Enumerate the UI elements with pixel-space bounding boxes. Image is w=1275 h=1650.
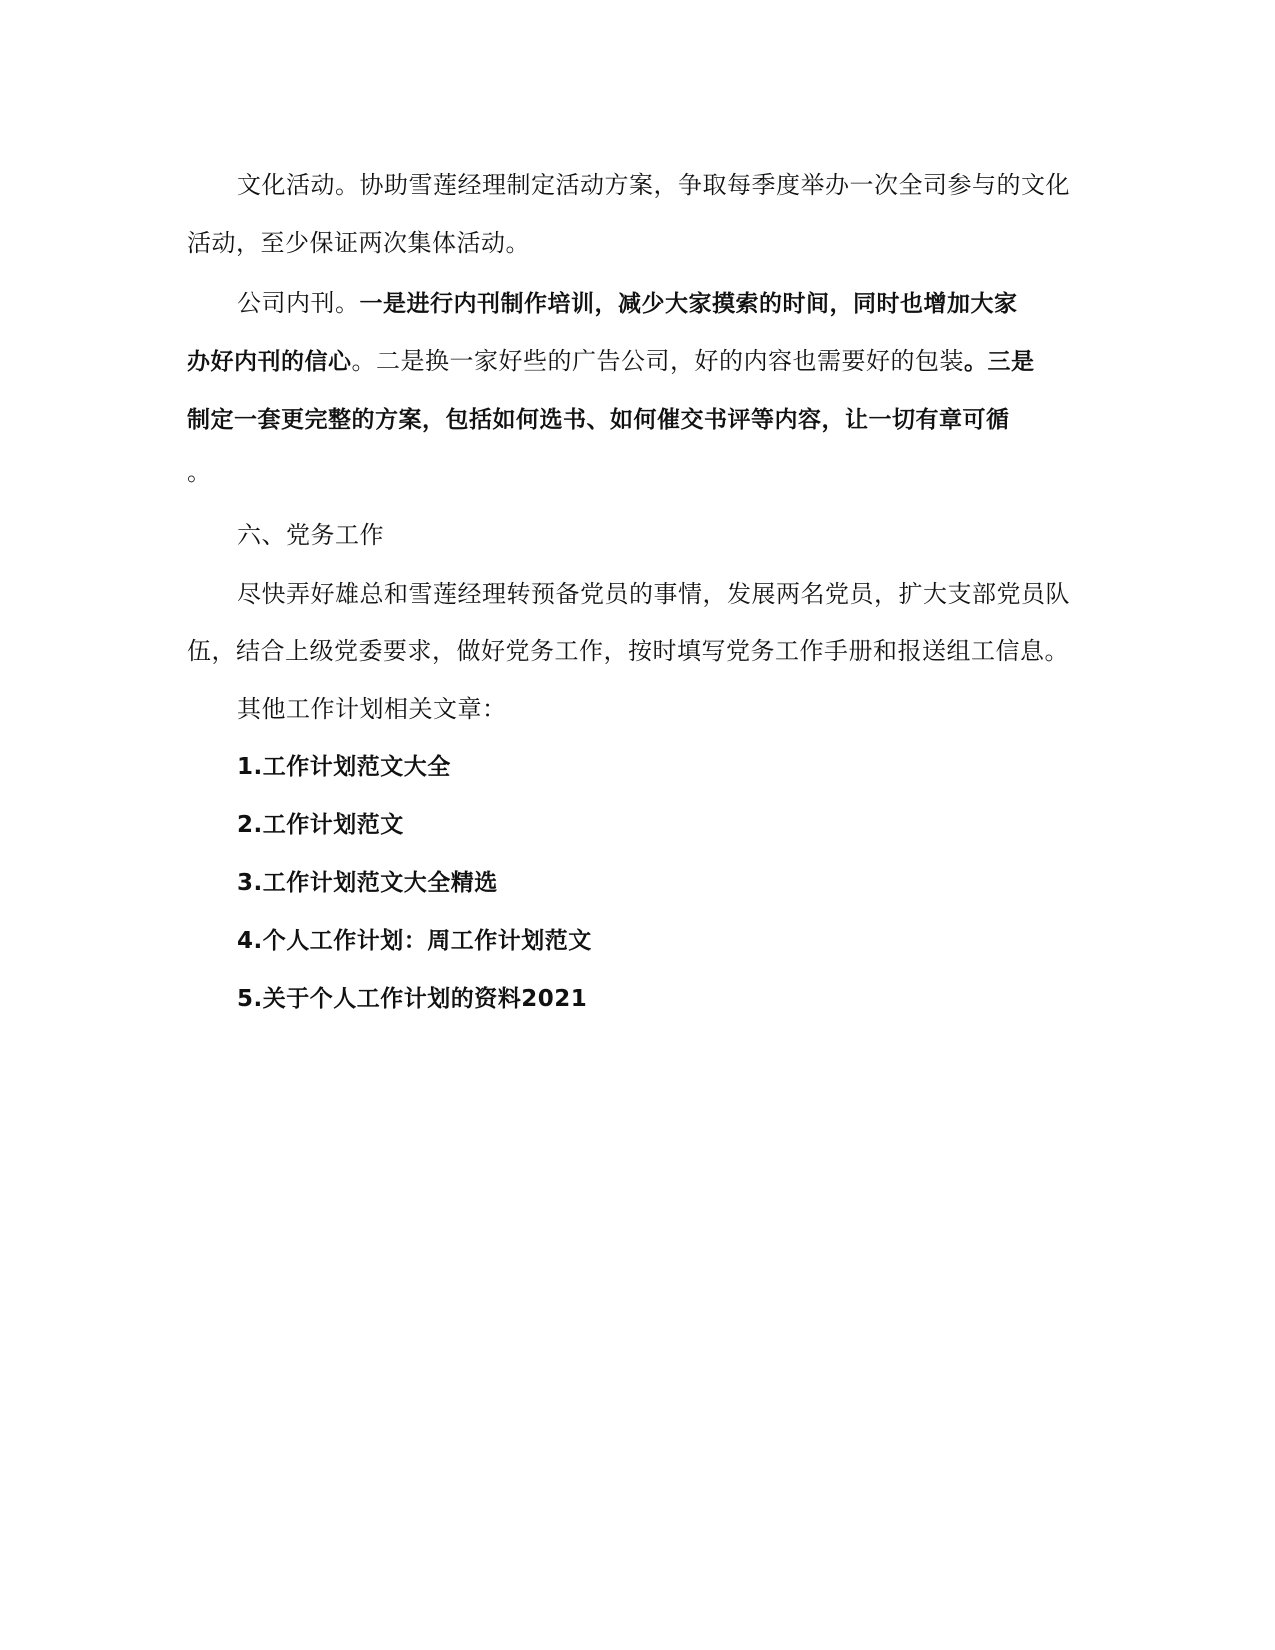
journal-plain-text: 。二是换一家好些的广告公司，好的内容也需要好的包装: [351, 347, 964, 375]
party-paragraph-line-1: 尽快弄好雄总和雪莲经理转预备党员的事情，发展两名党员，扩大支部党员队: [237, 580, 1070, 608]
related-article-link[interactable]: 3.工作计划范文大全精选: [237, 870, 498, 896]
journal-bold-text: 办好内刊的信心: [187, 349, 352, 375]
journal-lead: 公司内刊。: [237, 289, 360, 317]
journal-paragraph-line-1: [237, 289, 1018, 318]
related-article-link[interactable]: 5.关于个人工作计划的资料2021: [237, 986, 588, 1012]
journal-paragraph-line-2: [187, 347, 1035, 376]
journal-paragraph-line-4: 。: [187, 458, 212, 486]
section-heading-party-work: 六、党务工作: [237, 521, 384, 549]
journal-bold-text: 一是进行内刊制作培训，减少大家摸索的时间，同时也增加大家: [359, 291, 1018, 317]
culture-paragraph-line-2: 活动，至少保证两次集体活动。: [187, 229, 530, 257]
journal-paragraph-line-3: 制定一套更完整的方案，包括如何选书、如何催交书评等内容，让一切有章可循: [187, 407, 1010, 433]
journal-bold-text: 。三是: [964, 349, 1035, 375]
party-paragraph-line-2: 伍，结合上级党委要求，做好党务工作，按时填写党务工作手册和报送组工信息。: [187, 637, 1069, 665]
related-article-link[interactable]: 1.工作计划范文大全: [237, 754, 451, 780]
related-article-link[interactable]: 2.工作计划范文: [237, 812, 404, 838]
related-article-link[interactable]: 4.个人工作计划：周工作计划范文: [237, 928, 592, 954]
culture-paragraph-line-1: 文化活动。协助雪莲经理制定活动方案，争取每季度举办一次全司参与的文化: [237, 171, 1070, 199]
related-articles-heading: 其他工作计划相关文章：: [237, 695, 507, 723]
